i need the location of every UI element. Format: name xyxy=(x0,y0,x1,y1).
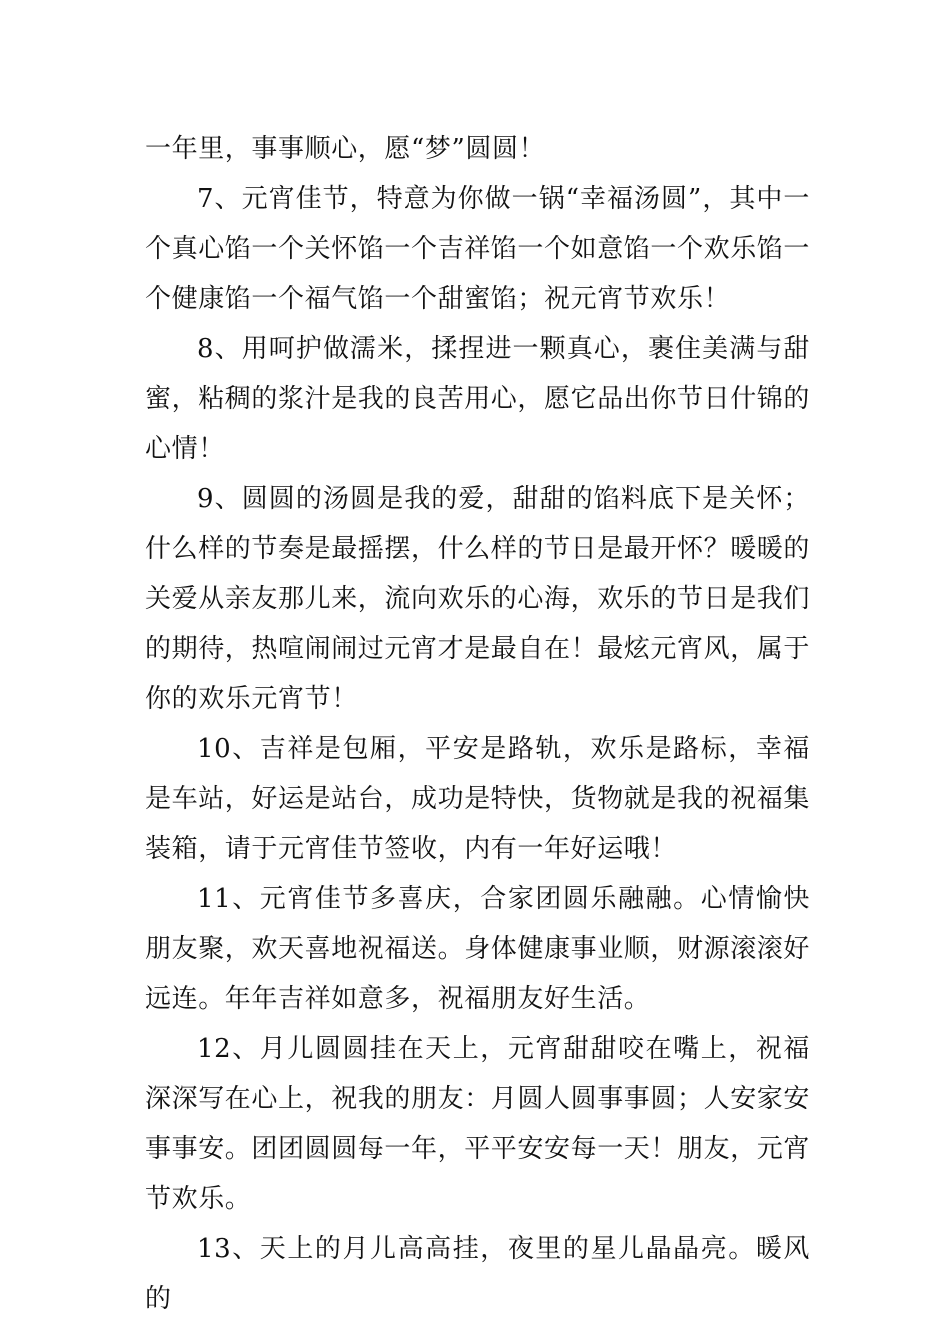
paragraph-13: 13、天上的月儿高高挂，夜里的星儿晶晶亮。暖风的 xyxy=(145,1234,810,1314)
paragraph-continuation: 一年里，事事顺心，愿“梦”圆圆！ xyxy=(145,134,546,164)
document-body xyxy=(145,124,810,1324)
paragraph-10: 10、吉祥是包厢，平安是路轨，欢乐是路标，幸福是车站，好运是站台，成功是特快，货物就是我的祝福集装箱，请于元宵佳节签收，内有一年好运哦！ xyxy=(145,734,811,864)
paragraph-12: 12、月儿圆圆挂在天上，元宵甜甜咬在嘴上，祝福深深写在心上，祝我的朋友：月圆人圆事事圆；人安家安事事安。团团圆圆每一年，平平安安每一天！朋友，元宵节欢乐。 xyxy=(145,1034,811,1214)
paragraph-8: 8、用呵护做濡米，揉捏进一颗真心，裹住美满与甜蜜，粘稠的浆汁是我的良苦用心，愿它品出你节日什锦的心情！ xyxy=(145,334,811,464)
paragraph-7: 7、元宵佳节，特意为你做一锅“幸福汤圆”，其中一个真心馅一个关怀馅一个吉祥馅一个如意馅一个欢乐馅一个健康馅一个福气馅一个甜蜜馅；祝元宵节欢乐！ xyxy=(145,184,811,314)
paragraph-11: 11、元宵佳节多喜庆，合家团圆乐融融。心情愉快朋友聚，欢天喜地祝福送。身体健康事业顺，财源滚滚好远连。年年吉祥如意多，祝福朋友好生活。 xyxy=(145,884,811,1014)
paragraph-9: 9、圆圆的汤圆是我的爱，甜甜的馅料底下是关怀；什么样的节奏是最摇摆，什么样的节日是最开怀？暖暖的关爱从亲友那儿来，流向欢乐的心海，欢乐的节日是我们的期待，热喧闹闹过元宵才是最自在！最炫元宵风，属于你的欢乐元宵节！ xyxy=(145,484,811,714)
